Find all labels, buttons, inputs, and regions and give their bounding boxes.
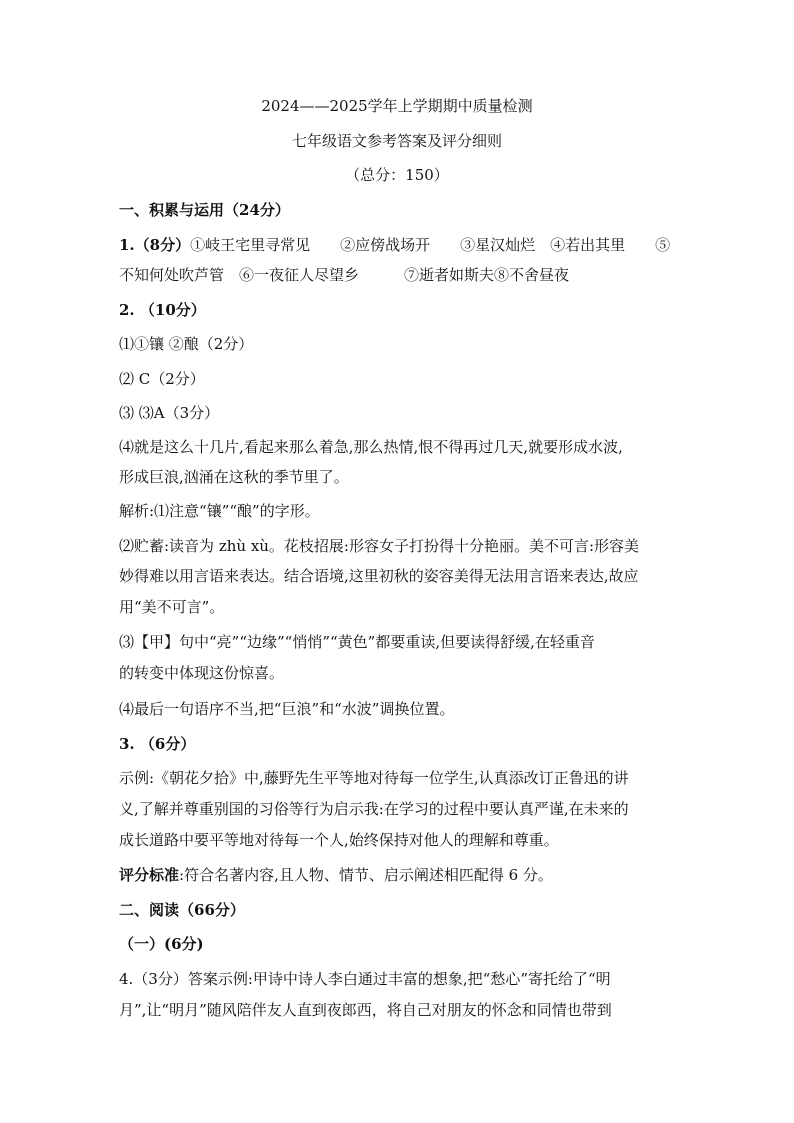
- q3-number: 3. （6分）: [119, 735, 196, 753]
- q3-answer-line-2: 义,了解并尊重别国的习俗等行为启示我:在学习的过程中要认真严谨,在未来的: [119, 800, 629, 818]
- q2-answer-4-line-2: 形成巨浪,汹涌在这秋的季节里了。: [119, 468, 349, 486]
- q2-answer-3: ⑶ ⑶A（3分）: [119, 404, 220, 422]
- q1-number: 1.（8分）: [119, 236, 191, 254]
- q1-line-2: 不知何处吹芦管 ⑥一夜征人尽望乡 ⑦逝者如斯夫⑧不舍昼夜: [119, 266, 570, 284]
- subsection-heading-1: （一）(6分): [119, 935, 204, 953]
- q1-line-1: [119, 235, 679, 255]
- scoring-standard-label: 评分标准: [119, 866, 180, 884]
- q2-analysis-2-line-3: 用“美不可言”。: [119, 598, 225, 616]
- q2-analysis-2-line-2: 妙得难以用言语来表达。结合语境,这里初秋的姿容美得无法用言语来表达,故应: [119, 567, 639, 585]
- q2-analysis-3-line-1: ⑶【甲】句中“亮”“边缘”“悄悄”“黄色”都要重读,但要读得舒缓,在轻重音: [119, 633, 595, 651]
- q3-scoring-standard: [119, 865, 679, 885]
- q2-answer-4-line-1: ⑷就是这么十几片,看起来那么着急,那么热情,恨不得再过几天,就要形成水波,: [119, 438, 623, 456]
- q2-analysis-2-line-1: ⑵贮蓄:读音为 zhù xù。花枝招展:形容女子打扮得十分艳丽。美不可言:形容美: [119, 537, 640, 555]
- q2-analysis-3-line-2: 的转变中体现这份惊喜。: [119, 664, 285, 682]
- q2-analysis-1: 解析:⑴注意“镶”“酿”的字形。: [119, 502, 320, 520]
- q3-answer-line-1: 示例:《朝花夕拾》中,藤野先生平等地对待每一位学生,认真添改订正鲁迅的讲: [119, 769, 629, 787]
- q2-analysis-4: ⑷最后一句语序不当,把“巨浪”和“水波”调换位置。: [119, 700, 455, 718]
- total-score: （总分：150）: [345, 166, 449, 184]
- q1-answer-part1: ①岐王宅里寻常见 ②应傍战场开 ③星汉灿烂 ④若出其里 ⑤: [190, 236, 671, 254]
- document-title: 2024——2025学年上学期期中质量检测: [261, 97, 533, 115]
- section-heading-1: 一、积累与运用（24分）: [119, 201, 290, 219]
- q3-answer-line-3: 成长道路中要平等地对待每一个人,始终保持对他人的理解和尊重。: [119, 831, 559, 849]
- document-subtitle: 七年级语文参考答案及评分细则: [291, 132, 502, 150]
- q2-number: 2. （10分）: [119, 301, 206, 319]
- q4-answer-line-1: 4.（3分）答案示例:甲诗中诗人李白通过丰富的想象,把“愁心”寄托给了“明: [119, 970, 611, 988]
- q4-answer-line-2: 月”,让“明月”随风陪伴友人直到夜郎西，将自己对朋友的怀念和同情也带到: [119, 1001, 612, 1019]
- section-heading-2: 二、阅读（66分）: [119, 901, 245, 919]
- scoring-standard-text: :符合名著内容,且人物、情节、启示阐述相匹配得 6 分。: [179, 866, 553, 884]
- q2-answer-2: ⑵ C（2分）: [119, 370, 205, 388]
- q2-answer-1: ⑴①镶 ②酿（2分）: [119, 335, 254, 353]
